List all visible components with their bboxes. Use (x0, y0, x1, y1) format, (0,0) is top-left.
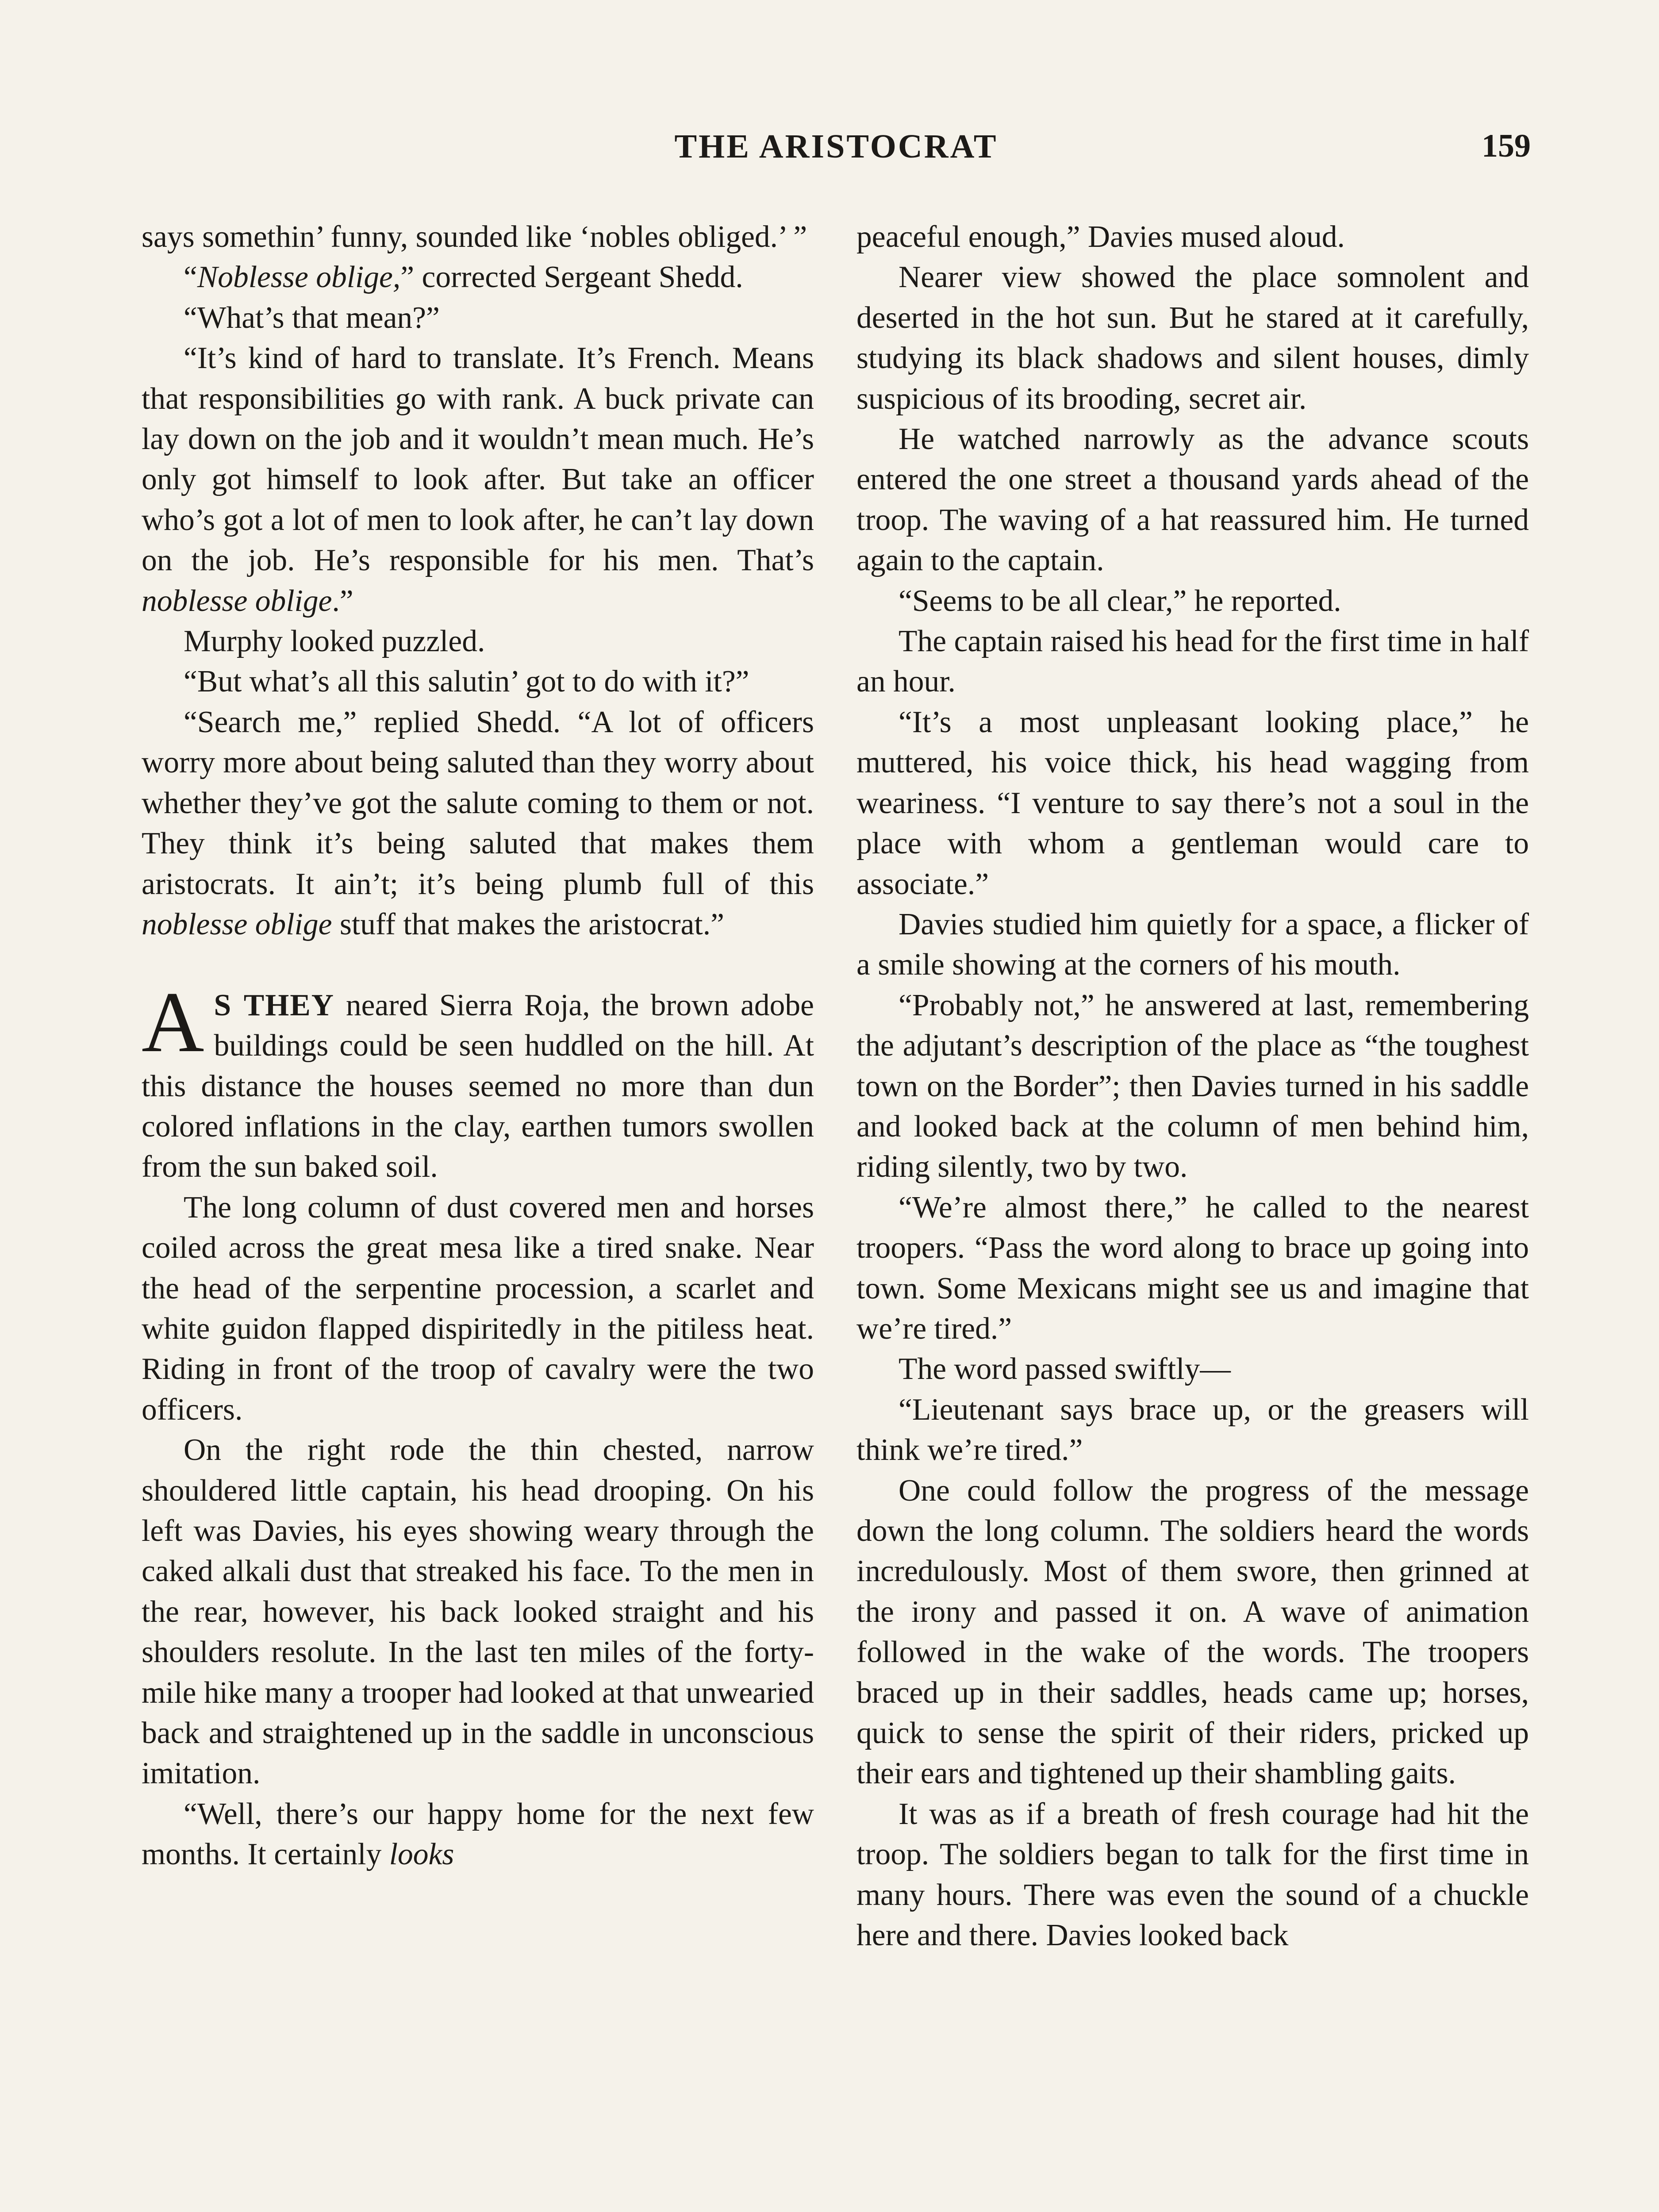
paragraph: On the right rode the thin chested, narrow shouldered little captain, his head drooping. On his left was Davies, his eyes showing weary through the caked alkali dust that streaked his face. To the men in the rear, however, his back looked straight and his shoulders resolute. In the last ten miles of the forty-mile hike many a trooper had looked at that unwearied back and straightened up in the saddle in unconscious imitation. (142, 1433, 814, 1791)
paragraph: peaceful enough,” Davies mused aloud. (856, 220, 1345, 254)
running-header (142, 127, 1531, 176)
page-number: 159 (1482, 128, 1531, 164)
paragraph: “What’s that mean?” (184, 300, 440, 335)
left-column (142, 217, 814, 1875)
paragraph: “It’s kind of hard to translate. It’s French. Means that responsibilities go with rank. A buck private can lay down on the job and it wouldn’t mean much. He’s only got himself to look after. But take an officer who’s got a lot of men to look after, he can’t lay down on the job. He’s responsible for his men. That’s noblesse oblige.” (142, 341, 814, 618)
paragraph: One could follow the progress of the message down the long column. The soldiers heard the words incredulously. Most of them swore, then grinned at the irony and passed it on. A wave of animation followed in the wake of the words. The troopers braced up in their saddles, heads came up; horses, quick to sense the spirit of their riders, pricked up their ears and tightened up their shambling gaits. (856, 1473, 1529, 1791)
paragraph: Davies studied him quietly for a space, a flicker of a smile showing at the corners of his mouth. (856, 907, 1529, 982)
right-column (856, 217, 1529, 1955)
paragraph: “Search me,” replied Shedd. “A lot of officers worry more about being saluted than they worry about whether they’ve got the salute coming to them or not. They think it’s being saluted that makes them aristocrats. It ain’t; it’s being plumb full of this noblesse oblige stuff that makes the aristocrat.” (142, 705, 814, 941)
paragraph: “Noblesse oblige,” corrected Sergeant Shedd. (184, 260, 743, 295)
drop-cap: A (142, 974, 204, 1070)
paragraph: Nearer view showed the place somnolent and deserted in the hot sun. But he stared at it carefully, studying its black shadows and silent houses, dimly suspicious of its brooding, secret air. (856, 260, 1529, 416)
paragraph: The word passed swiftly— (899, 1352, 1231, 1386)
paragraph: He watched narrowly as the advance scouts entered the one street a thousand yards ahead of the troop. The waving of a hat reassured him. He turned again to the captain. (856, 422, 1529, 578)
paragraph: The long column of dust covered men and horses coiled across the great mesa like a tired snake. Near the head of the serpentine procession, a scarlet and white guidon flapped dispiritedly in the pitiless heat. Riding in front of the troop of cavalry were the two officers. (142, 1190, 814, 1427)
paragraph: “Seems to be all clear,” he reported. (899, 584, 1341, 618)
running-title: THE ARISTOCRAT (674, 128, 998, 165)
paragraph: says somethin’ funny, sounded like ‘nobles obliged.’ ” (142, 220, 807, 254)
paragraph: Murphy looked puzzled. (184, 624, 485, 659)
paragraph: “Probably not,” he answered at last, remembering the adjutant’s description of the place as “the toughest town on the Border”; then Davies turned in his saddle and looked back at the column of men behind him, riding silently, two by two. (856, 988, 1529, 1184)
paragraph: “Lieutenant says brace up, or the greasers will think we’re tired.” (856, 1392, 1529, 1467)
section-break (142, 945, 814, 985)
paragraph: “Well, there’s our happy home for the next few months. It certainly looks (142, 1797, 814, 1872)
paragraph: “We’re almost there,” he called to the nearest troopers. “Pass the word along to brace up going into town. Some Mexicans might see us and imagine that we’re tired.” (856, 1190, 1529, 1346)
section-opening-paragraph: A S THEY neared Sierra Roja, the brown adobe buildings could be seen huddled on the hill. At this distance the houses seemed no more than dun colored inflations in the clay, earthen tumors swollen from the sun baked soil. (142, 974, 814, 1184)
paragraph: It was as if a breath of fresh courage had hit the troop. The soldiers began to talk for the first time in many hours. There was even the sound of a chuckle here and there. Davies looked back (856, 1797, 1529, 1953)
paragraph: The captain raised his head for the first time in half an hour. (856, 624, 1529, 699)
paragraph: “It’s a most unpleasant looking place,” he muttered, his voice thick, his head wagging from weariness. “I venture to say there’s not a soul in the place with whom a gentleman would care to associate.” (856, 705, 1529, 901)
paragraph: “But what’s all this salutin’ got to do with it?” (184, 664, 749, 699)
